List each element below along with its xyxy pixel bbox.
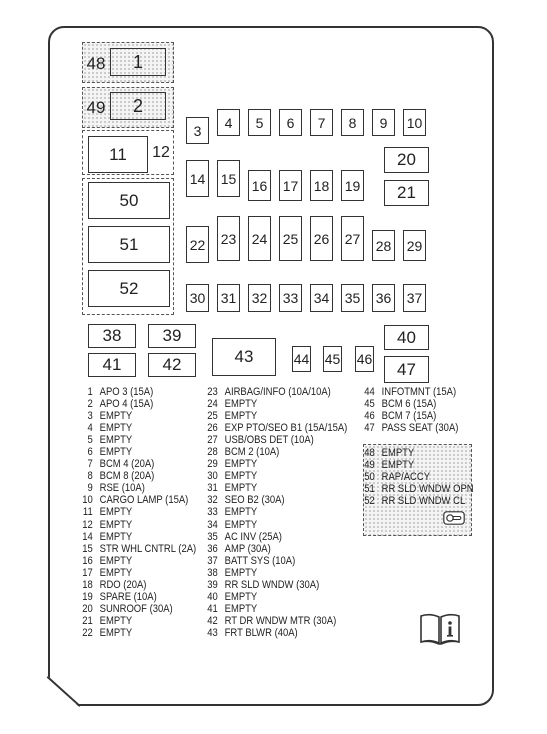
fuse-1: 1	[110, 48, 166, 76]
legend-number: 5	[87, 434, 93, 447]
legend-row	[204, 627, 347, 639]
fuse-51: 51	[88, 226, 170, 263]
legend-text: EMPTY	[99, 410, 133, 423]
legend-row	[361, 386, 458, 398]
legend-text: EMPTY	[224, 590, 258, 603]
legend-row	[204, 591, 347, 603]
legend-text: EMPTY	[224, 482, 258, 495]
fuse-21: 21	[384, 180, 429, 206]
fuse-37: 37	[403, 284, 426, 312]
legend-row	[79, 422, 196, 434]
fuse-8: 8	[341, 109, 364, 136]
legend-number: 48	[364, 447, 375, 459]
legend-number: 2	[87, 398, 93, 411]
legend-row	[204, 470, 347, 482]
legend-row	[204, 434, 347, 446]
fuse-32: 32	[248, 284, 271, 312]
legend-number: 31	[207, 482, 218, 495]
fuse-42: 42	[148, 353, 196, 377]
legend-text: BCM 7 (15A)	[381, 410, 437, 423]
legend-row	[79, 543, 196, 555]
fuse-4: 4	[217, 109, 240, 136]
fuse-35: 35	[341, 284, 364, 312]
legend-text: EMPTY	[224, 518, 258, 531]
legend-row	[79, 458, 196, 470]
legend-row	[361, 495, 474, 507]
legend-number: 34	[207, 518, 218, 531]
legend-text: CARGO LAMP (15A)	[99, 494, 189, 507]
legend-text: EMPTY	[224, 458, 258, 471]
legend-row	[79, 627, 196, 639]
legend-column-2	[204, 386, 347, 639]
legend-row	[361, 471, 474, 483]
legend-number: 45	[364, 398, 375, 411]
fuse-3: 3	[186, 117, 209, 144]
legend-number: 14	[82, 530, 93, 543]
fuse-24: 24	[248, 216, 271, 261]
fuse-19: 19	[341, 170, 364, 201]
legend-text: EMPTY	[99, 614, 133, 627]
legend-number: 40	[207, 590, 218, 603]
fuse-30: 30	[186, 284, 209, 312]
fuse-46: 46	[355, 346, 374, 372]
legend-text: BCM 4 (20A)	[99, 458, 155, 471]
legend-text: RDO (20A)	[99, 578, 147, 591]
legend-number: 43	[207, 626, 218, 639]
legend-row	[204, 458, 347, 470]
legend-row	[79, 567, 196, 579]
legend-number: 18	[82, 578, 93, 591]
legend-number: 19	[82, 590, 93, 603]
legend-number: 33	[207, 506, 218, 519]
legend-text: STR WHL CNTRL (2A)	[99, 542, 197, 555]
legend-row	[361, 422, 458, 434]
fuse-23: 23	[217, 216, 240, 261]
legend-text: EXP PTO/SEO B1 (15A/15A)	[224, 422, 348, 435]
legend-text: EMPTY	[99, 530, 133, 543]
legend-row	[79, 446, 196, 458]
legend-row	[79, 506, 196, 518]
legend-number: 35	[207, 530, 218, 543]
legend-row	[204, 555, 347, 567]
legend-number: 11	[82, 506, 93, 519]
legend-text: INFOTMNT (15A)	[381, 386, 457, 398]
fuse-50: 50	[88, 182, 170, 219]
relay-label-49: 49	[86, 98, 106, 117]
legend-row	[79, 398, 196, 410]
legend-row	[204, 543, 347, 555]
legend-row	[79, 434, 196, 446]
legend-text: FRT BLWR (40A)	[224, 626, 298, 639]
legend-text: APO 3 (15A)	[99, 386, 154, 398]
legend-number: 21	[82, 614, 93, 627]
legend-number: 12	[82, 518, 93, 531]
legend-row	[204, 422, 347, 434]
legend-text: BCM 2 (10A)	[224, 446, 280, 459]
legend-text: SEO B2 (30A)	[224, 494, 285, 507]
fuse-41: 41	[88, 353, 136, 377]
legend-column-1	[79, 386, 196, 639]
legend-text: AIRBAG/INFO (10A/10A)	[224, 386, 331, 398]
legend-text: EMPTY	[99, 566, 133, 579]
fuse-25: 25	[279, 216, 302, 261]
fuse-38: 38	[88, 324, 136, 348]
legend-number: 30	[207, 470, 218, 483]
legend-row	[79, 531, 196, 543]
fuse-34: 34	[310, 284, 333, 312]
legend-row	[79, 482, 196, 494]
legend-row	[79, 470, 196, 482]
legend-number: 46	[364, 410, 375, 423]
fuse-10: 10	[403, 109, 426, 136]
legend-text: USB/OBS DET (10A)	[224, 434, 314, 447]
legend-number: 28	[207, 446, 218, 459]
legend-number: 44	[364, 386, 375, 398]
legend-text: EMPTY	[224, 506, 258, 519]
legend-number: 25	[207, 410, 218, 423]
fuse-15: 15	[217, 160, 240, 197]
legend-text: EMPTY	[224, 470, 258, 483]
legend-text: EMPTY	[224, 398, 258, 411]
legend-number: 4	[87, 422, 93, 435]
legend-number: 51	[364, 483, 375, 496]
fuse-6: 6	[279, 109, 302, 136]
legend-text: EMPTY	[99, 422, 133, 435]
legend-text: AC INV (25A)	[224, 530, 282, 543]
legend-number: 23	[207, 386, 218, 398]
legend-row	[204, 567, 347, 579]
legend-number: 10	[82, 494, 93, 507]
fuse-7: 7	[310, 109, 333, 136]
legend-text: PASS SEAT (30A)	[381, 422, 459, 435]
legend-column-3	[361, 386, 458, 434]
legend-number: 8	[87, 470, 93, 483]
legend-number: 3	[87, 410, 93, 423]
legend-number: 32	[207, 494, 218, 507]
legend-row	[79, 603, 196, 615]
legend-text: RR SLD WNDW CL	[381, 495, 466, 508]
fuse-22: 22	[186, 226, 209, 263]
fuse-17: 17	[279, 170, 302, 201]
legend-text: EMPTY	[224, 566, 258, 579]
legend-text: EMPTY	[381, 459, 415, 472]
legend-number: 29	[207, 458, 218, 471]
fuse-44: 44	[292, 346, 311, 372]
legend-row	[204, 482, 347, 494]
legend-number: 47	[364, 422, 375, 435]
legend-text: BCM 6 (15A)	[381, 398, 437, 411]
legend-text: EMPTY	[99, 506, 133, 519]
legend-row	[79, 591, 196, 603]
legend-text: RR SLD WNDW (30A)	[224, 578, 320, 591]
legend-text: APO 4 (15A)	[99, 398, 154, 411]
legend-row	[204, 494, 347, 506]
legend-text: SUNROOF (30A)	[99, 602, 173, 615]
legend-text: EMPTY	[224, 602, 258, 615]
fuse-29: 29	[403, 230, 426, 261]
fuse-28: 28	[372, 230, 395, 261]
legend-row	[204, 410, 347, 422]
legend-number: 24	[207, 398, 218, 411]
legend-text: RAP/ACCY	[381, 471, 431, 484]
legend-number: 50	[364, 471, 375, 484]
legend-number: 6	[87, 446, 93, 459]
legend-number: 36	[207, 542, 218, 555]
legend-row	[204, 398, 347, 410]
legend-number: 26	[207, 422, 218, 435]
legend-text: EMPTY	[381, 447, 415, 459]
legend-number: 37	[207, 554, 218, 567]
legend-row	[361, 483, 474, 495]
legend-number: 52	[364, 495, 375, 508]
fuse-36: 36	[372, 284, 395, 312]
fuse-2: 2	[110, 92, 166, 120]
relay-label-48: 48	[86, 54, 106, 73]
fuse-label-12: 12	[152, 144, 170, 161]
fuse-43: 43	[212, 338, 276, 376]
legend-relays	[361, 447, 474, 507]
fuse-14: 14	[186, 160, 209, 197]
legend-number: 27	[207, 434, 218, 447]
legend-number: 7	[87, 458, 93, 471]
fuse-20: 20	[384, 147, 429, 173]
legend-row	[204, 519, 347, 531]
fuse-52: 52	[88, 270, 170, 307]
legend-number: 42	[207, 614, 218, 627]
fuse-9: 9	[372, 109, 395, 136]
legend-number: 22	[82, 626, 93, 639]
legend-row	[204, 603, 347, 615]
legend-row	[79, 555, 196, 567]
legend-row	[79, 494, 196, 506]
legend-row	[204, 615, 347, 627]
legend-row	[361, 459, 474, 471]
fuse-5: 5	[248, 109, 271, 136]
legend-text: EMPTY	[224, 410, 258, 423]
legend-row	[79, 579, 196, 591]
legend-row	[79, 410, 196, 422]
legend-text: SPARE (10A)	[99, 590, 157, 603]
owner-manual-info-icon	[418, 612, 462, 646]
legend-text: RSE (10A)	[99, 482, 145, 495]
legend-row	[204, 531, 347, 543]
legend-text: EMPTY	[99, 434, 133, 447]
legend-number: 9	[87, 482, 93, 495]
fuse-40: 40	[384, 325, 429, 350]
legend-row	[79, 519, 196, 531]
legend-number: 49	[364, 459, 375, 472]
legend-text: BCM 8 (20A)	[99, 470, 155, 483]
legend-number: 17	[82, 566, 93, 579]
legend-number: 39	[207, 578, 218, 591]
legend-number: 38	[207, 566, 218, 579]
fuse-39: 39	[148, 324, 196, 348]
legend-row	[204, 579, 347, 591]
legend-row	[361, 410, 458, 422]
fuse-26: 26	[310, 216, 333, 261]
legend-text: RT DR WNDW MTR (30A)	[224, 614, 337, 627]
legend-number: 41	[207, 602, 218, 615]
legend-number: 20	[82, 602, 93, 615]
legend-row	[204, 506, 347, 518]
legend-row	[204, 386, 347, 398]
legend-row	[361, 398, 458, 410]
legend-row	[204, 446, 347, 458]
fuse-27: 27	[341, 216, 364, 261]
fuse-11: 11	[88, 136, 148, 173]
fuse-18: 18	[310, 170, 333, 201]
legend-number: 15	[82, 542, 93, 555]
legend-text: AMP (30A)	[224, 542, 271, 555]
relay-puller-icon	[443, 511, 465, 525]
legend-text: RR SLD WNDW OPN	[381, 483, 474, 496]
legend-row	[79, 386, 196, 398]
legend-text: BATT SYS (10A)	[224, 554, 296, 567]
legend-text: EMPTY	[99, 626, 133, 639]
fuse-45: 45	[323, 346, 342, 372]
fuse-33: 33	[279, 284, 302, 312]
legend-text: EMPTY	[99, 518, 133, 531]
fuse-31: 31	[217, 284, 240, 312]
legend-number: 1	[87, 386, 93, 398]
legend-number: 16	[82, 554, 93, 567]
legend-row	[79, 615, 196, 627]
legend-text: EMPTY	[99, 554, 133, 567]
fuse-16: 16	[248, 170, 271, 201]
legend-row	[361, 447, 474, 459]
fuse-47: 47	[384, 356, 429, 383]
legend-text: EMPTY	[99, 446, 133, 459]
